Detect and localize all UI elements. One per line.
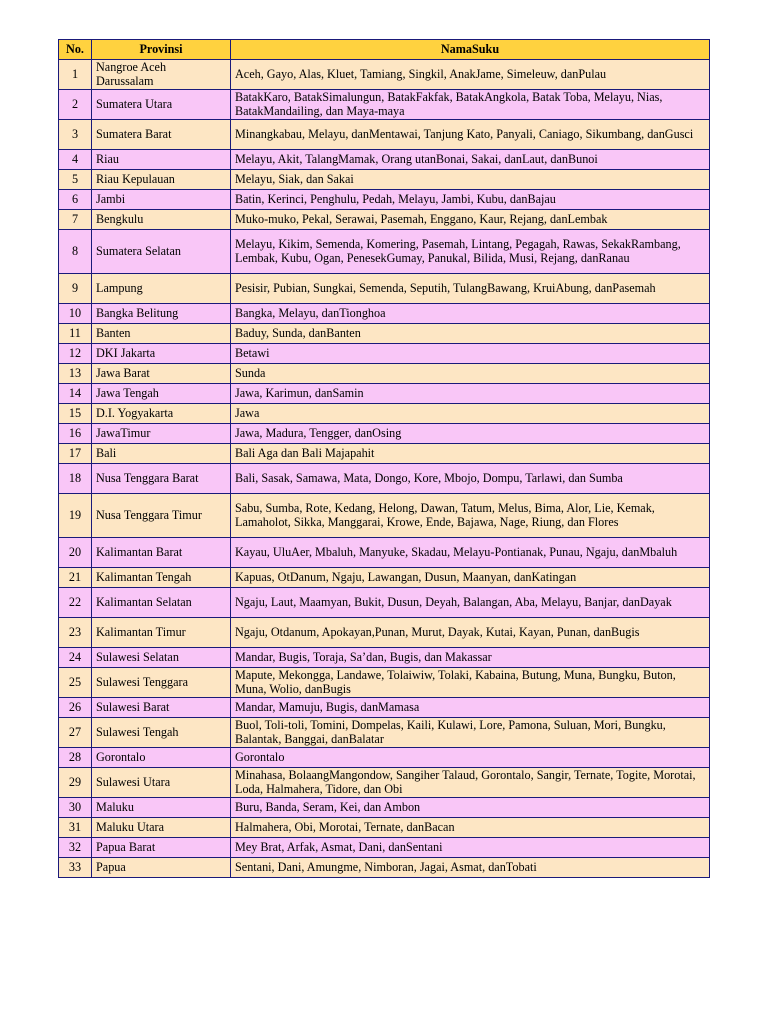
table-row (59, 444, 710, 464)
province-cell: Sulawesi Selatan (92, 648, 231, 668)
ethnic-groups-cell: Buru, Banda, Seram, Kei, dan Ambon (231, 798, 710, 818)
ethnic-groups-cell: Mapute, Mekongga, Landawe, Tolaiwiw, Tolaki, Kabaina, Butung, Muna, Bungku, Buton, Muna, Wolio, danBugis (231, 668, 710, 698)
table-row (59, 150, 710, 170)
province-cell: Kalimantan Tengah (92, 568, 231, 588)
row-number-cell: 26 (59, 698, 92, 718)
ethnic-groups-cell: Mandar, Mamuju, Bugis, danMamasa (231, 698, 710, 718)
ethnic-groups-cell: Minangkabau, Melayu, danMentawai, Tanjung Kato, Panyali, Caniago, Sikumbang, danGusci (231, 120, 710, 150)
province-cell: Maluku (92, 798, 231, 818)
row-number-cell: 8 (59, 230, 92, 274)
province-cell: Papua (92, 858, 231, 878)
ethnic-groups-cell: Sabu, Sumba, Rote, Kedang, Helong, Dawan, Tatum, Melus, Bima, Alor, Lie, Kemak, Lamaholot, Sikka, Manggarai, Krowe, Ende, Bajawa, Nage, Riung, dan Flores (231, 494, 710, 538)
ethnic-groups-cell: Minahasa, BolaangMangondow, Sangiher Talaud, Gorontalo, Sangir, Ternate, Togite, Morotai, Loda, Halmahera, Tidore, dan Obi (231, 768, 710, 798)
province-cell: Jambi (92, 190, 231, 210)
row-number-cell: 22 (59, 588, 92, 618)
ethnic-groups-cell: Bali Aga dan Bali Majapahit (231, 444, 710, 464)
row-number-cell: 12 (59, 344, 92, 364)
row-number-cell: 27 (59, 718, 92, 748)
header-no: No. (59, 40, 92, 60)
table-row (59, 494, 710, 538)
table-row (59, 668, 710, 698)
province-cell: Bangka Belitung (92, 304, 231, 324)
province-cell: Sumatera Barat (92, 120, 231, 150)
province-cell: JawaTimur (92, 424, 231, 444)
row-number-cell: 1 (59, 60, 92, 90)
row-number-cell: 9 (59, 274, 92, 304)
ethnic-groups-cell: Buol, Toli-toli, Tomini, Dompelas, Kaili, Kulawi, Lore, Pamona, Suluan, Mori, Bungku, Balantak, Banggai, danBalatar (231, 718, 710, 748)
row-number-cell: 14 (59, 384, 92, 404)
row-number-cell: 23 (59, 618, 92, 648)
table-row (59, 698, 710, 718)
province-cell: Sumatera Selatan (92, 230, 231, 274)
row-number-cell: 2 (59, 90, 92, 120)
province-cell: Banten (92, 324, 231, 344)
province-cell: Jawa Barat (92, 364, 231, 384)
province-cell: Nangroe Aceh Darussalam (92, 60, 231, 90)
province-cell: Papua Barat (92, 838, 231, 858)
row-number-cell: 33 (59, 858, 92, 878)
table-row (59, 838, 710, 858)
ethnic-groups-cell: Kayau, UluAer, Mbaluh, Manyuke, Skadau, Melayu-Pontianak, Punau, Ngaju, danMbaluh (231, 538, 710, 568)
ethnic-groups-cell: Bali, Sasak, Samawa, Mata, Dongo, Kore, Mbojo, Dompu, Tarlawi, dan Sumba (231, 464, 710, 494)
table-row (59, 404, 710, 424)
table-row (59, 588, 710, 618)
ethnic-groups-cell: Mandar, Bugis, Toraja, Sa’dan, Bugis, dan Makassar (231, 648, 710, 668)
table-row (59, 538, 710, 568)
ethnic-groups-cell: Jawa, Karimun, danSamin (231, 384, 710, 404)
ethnic-groups-cell: Melayu, Siak, dan Sakai (231, 170, 710, 190)
table-row (59, 90, 710, 120)
ethnic-groups-cell: Ngaju, Otdanum, Apokayan,Punan, Murut, Dayak, Kutai, Kayan, Punan, danBugis (231, 618, 710, 648)
header-provinsi: Provinsi (92, 40, 231, 60)
table-row (59, 748, 710, 768)
table-row (59, 230, 710, 274)
row-number-cell: 11 (59, 324, 92, 344)
table-row (59, 364, 710, 384)
row-number-cell: 5 (59, 170, 92, 190)
ethnic-groups-cell: BatakKaro, BatakSimalungun, BatakFakfak, BatakAngkola, Batak Toba, Melayu, Nias, BatakMandailing, dan Maya-maya (231, 90, 710, 120)
table-row (59, 210, 710, 230)
row-number-cell: 16 (59, 424, 92, 444)
province-cell: D.I. Yogyakarta (92, 404, 231, 424)
row-number-cell: 29 (59, 768, 92, 798)
ethnic-groups-cell: Melayu, Akit, TalangMamak, Orang utanBonai, Sakai, danLaut, danBunoi (231, 150, 710, 170)
row-number-cell: 30 (59, 798, 92, 818)
table-row (59, 464, 710, 494)
table-row (59, 384, 710, 404)
table-row (59, 718, 710, 748)
province-cell: Sumatera Utara (92, 90, 231, 120)
table-row (59, 424, 710, 444)
ethnic-groups-table (58, 39, 710, 878)
table-row (59, 858, 710, 878)
ethnic-groups-cell: Sentani, Dani, Amungme, Nimboran, Jagai, Asmat, danTobati (231, 858, 710, 878)
table-row (59, 568, 710, 588)
row-number-cell: 24 (59, 648, 92, 668)
table-row (59, 304, 710, 324)
row-number-cell: 7 (59, 210, 92, 230)
table-row (59, 818, 710, 838)
table-row (59, 648, 710, 668)
table-row (59, 274, 710, 304)
table-body (59, 60, 710, 878)
row-number-cell: 28 (59, 748, 92, 768)
row-number-cell: 18 (59, 464, 92, 494)
province-cell: Nusa Tenggara Timur (92, 494, 231, 538)
province-cell: Kalimantan Barat (92, 538, 231, 568)
ethnic-groups-cell: Mey Brat, Arfak, Asmat, Dani, danSentani (231, 838, 710, 858)
row-number-cell: 20 (59, 538, 92, 568)
province-cell: Gorontalo (92, 748, 231, 768)
ethnic-groups-cell: Ngaju, Laut, Maamyan, Bukit, Dusun, Deyah, Balangan, Aba, Melayu, Banjar, danDayak (231, 588, 710, 618)
ethnic-groups-cell: Muko-muko, Pekal, Serawai, Pasemah, Enggano, Kaur, Rejang, danLembak (231, 210, 710, 230)
province-cell: Bali (92, 444, 231, 464)
province-cell: Sulawesi Barat (92, 698, 231, 718)
row-number-cell: 25 (59, 668, 92, 698)
ethnic-groups-cell: Bangka, Melayu, danTionghoa (231, 304, 710, 324)
province-cell: DKI Jakarta (92, 344, 231, 364)
row-number-cell: 21 (59, 568, 92, 588)
header-nama-suku: NamaSuku (231, 40, 710, 60)
table-row (59, 60, 710, 90)
ethnic-groups-cell: Gorontalo (231, 748, 710, 768)
table-row (59, 344, 710, 364)
row-number-cell: 19 (59, 494, 92, 538)
province-cell: Kalimantan Selatan (92, 588, 231, 618)
row-number-cell: 10 (59, 304, 92, 324)
row-number-cell: 32 (59, 838, 92, 858)
province-cell: Nusa Tenggara Barat (92, 464, 231, 494)
table-row (59, 324, 710, 344)
province-cell: Riau (92, 150, 231, 170)
province-cell: Kalimantan Timur (92, 618, 231, 648)
ethnic-groups-cell: Jawa (231, 404, 710, 424)
table-row (59, 190, 710, 210)
row-number-cell: 31 (59, 818, 92, 838)
ethnic-groups-cell: Betawi (231, 344, 710, 364)
ethnic-groups-cell: Melayu, Kikim, Semenda, Komering, Pasemah, Lintang, Pegagah, Rawas, SekakRambang, Lembak, Kubu, Ogan, PenesekGumay, Panukal, Bilida, Musi, Rejang, danRanau (231, 230, 710, 274)
province-cell: Riau Kepulauan (92, 170, 231, 190)
province-cell: Bengkulu (92, 210, 231, 230)
province-cell: Sulawesi Tengah (92, 718, 231, 748)
table-row (59, 798, 710, 818)
row-number-cell: 13 (59, 364, 92, 384)
row-number-cell: 17 (59, 444, 92, 464)
province-cell: Lampung (92, 274, 231, 304)
row-number-cell: 3 (59, 120, 92, 150)
ethnic-groups-cell: Baduy, Sunda, danBanten (231, 324, 710, 344)
table-row (59, 768, 710, 798)
ethnic-groups-cell: Batin, Kerinci, Penghulu, Pedah, Melayu, Jambi, Kubu, danBajau (231, 190, 710, 210)
ethnic-groups-cell: Sunda (231, 364, 710, 384)
table-row (59, 120, 710, 150)
province-cell: Maluku Utara (92, 818, 231, 838)
ethnic-groups-cell: Pesisir, Pubian, Sungkai, Semenda, Seputih, TulangBawang, KruiAbung, danPasemah (231, 274, 710, 304)
row-number-cell: 15 (59, 404, 92, 424)
table-row (59, 170, 710, 190)
province-cell: Sulawesi Tenggara (92, 668, 231, 698)
ethnic-groups-cell: Jawa, Madura, Tengger, danOsing (231, 424, 710, 444)
row-number-cell: 6 (59, 190, 92, 210)
header-row (59, 40, 710, 60)
ethnic-groups-cell: Kapuas, OtDanum, Ngaju, Lawangan, Dusun, Maanyan, danKatingan (231, 568, 710, 588)
table-row (59, 618, 710, 648)
province-cell: Jawa Tengah (92, 384, 231, 404)
row-number-cell: 4 (59, 150, 92, 170)
province-cell: Sulawesi Utara (92, 768, 231, 798)
ethnic-groups-cell: Halmahera, Obi, Morotai, Ternate, danBacan (231, 818, 710, 838)
ethnic-groups-cell: Aceh, Gayo, Alas, Kluet, Tamiang, Singkil, AnakJame, Simeleuw, danPulau (231, 60, 710, 90)
